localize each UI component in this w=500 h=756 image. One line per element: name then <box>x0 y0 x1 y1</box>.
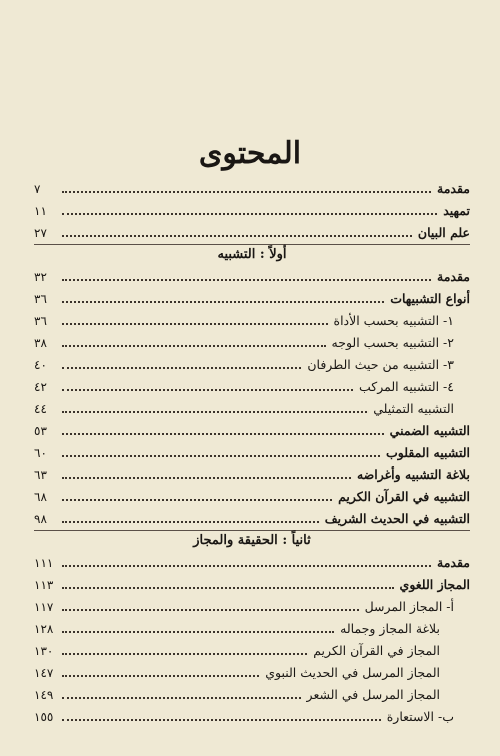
toc-entry <box>34 704 470 726</box>
toc-entry <box>34 594 470 616</box>
toc-entry-page: ٧ <box>34 182 41 196</box>
toc-entry-label: مقدمة <box>437 269 470 284</box>
toc-entry-label: ٣- التشبيه من حيث الطرفان <box>307 357 454 372</box>
toc-entry <box>34 330 470 352</box>
toc-entry <box>34 572 470 594</box>
toc-entry-label: أنواع التشبيهات <box>390 291 470 306</box>
toc-entry-page: ٣٢ <box>34 270 47 284</box>
dot-leader <box>62 344 326 347</box>
toc-entry <box>34 220 470 242</box>
dot-leader <box>62 432 384 435</box>
toc-entry-page: ١١٣ <box>34 578 54 592</box>
dot-leader <box>62 388 353 391</box>
toc-entry <box>34 264 470 286</box>
toc-entry-label: مقدمة <box>437 555 470 570</box>
toc-entry-label: التشبيه الضمني <box>389 423 470 438</box>
toc-entry-page: ٣٦ <box>34 292 47 306</box>
dot-leader <box>62 564 431 567</box>
toc-entry-label: المجاز المرسل في الحديث النبوي <box>265 665 440 680</box>
toc-entry <box>34 374 470 396</box>
toc-entry <box>34 198 470 220</box>
toc-entry-page: ٦٨ <box>34 490 47 504</box>
toc-entry-page: ١٣٠ <box>34 644 54 658</box>
toc-entry <box>34 682 470 704</box>
page-title: المحتوى <box>198 136 302 171</box>
toc-entry-label: أ- المجاز المرسل <box>364 599 454 614</box>
toc-entry-label: مقدمة <box>437 181 470 196</box>
toc-entry-page: ٦٣ <box>34 468 47 482</box>
toc-entry <box>34 462 470 484</box>
toc-entry-page: ١١٧ <box>34 600 54 614</box>
dot-leader <box>62 322 328 325</box>
dot-leader <box>62 234 412 237</box>
dot-leader <box>62 652 307 655</box>
dot-leader <box>62 498 332 501</box>
toc-entry <box>34 484 470 506</box>
toc-entry <box>34 308 470 330</box>
dot-leader <box>62 410 367 413</box>
dot-leader <box>62 696 301 699</box>
toc-entry <box>34 550 470 572</box>
toc-entry <box>34 638 470 660</box>
toc-entry <box>34 616 470 638</box>
toc-entry-page: ٥٣ <box>34 424 47 438</box>
toc-entry-label: ٢- التشبيه بحسب الوجه <box>331 335 454 350</box>
toc-entry <box>34 418 470 440</box>
dot-leader <box>62 520 319 523</box>
dot-leader <box>62 476 351 479</box>
toc-entry-label: ب- الاستعارة <box>386 709 454 724</box>
dot-leader <box>62 586 394 589</box>
dot-leader <box>62 454 380 457</box>
section-heading: ثانياً : الحقيقة والمجاز <box>193 533 311 548</box>
dot-leader <box>62 278 431 281</box>
section-rule <box>34 530 470 531</box>
toc-entry-page: ٣٨ <box>34 336 47 350</box>
toc-entry-label: المجاز اللغوي <box>399 577 470 592</box>
toc-entry-page: ٩٨ <box>34 512 47 526</box>
dot-leader <box>62 608 359 611</box>
toc-entry-label: ١- التشبيه بحسب الأداة <box>333 313 454 328</box>
toc-entry-label: ٤- التشبيه المركب <box>359 379 454 394</box>
toc-entry-label: التشبيه في الحديث الشريف <box>324 511 470 526</box>
dot-leader <box>62 718 381 721</box>
toc-entry-page: ٤٤ <box>34 402 47 416</box>
toc-entry-page: ٦٠ <box>34 446 47 460</box>
dot-leader <box>62 300 384 303</box>
section-rule <box>34 244 470 245</box>
dot-leader <box>62 190 431 193</box>
toc-entry <box>34 440 470 462</box>
dot-leader <box>62 630 334 633</box>
toc-entry-page: ١١١ <box>34 556 54 570</box>
toc-entry <box>34 352 470 374</box>
section-heading: أولاً : التشبيه <box>217 247 287 262</box>
dot-leader <box>62 366 301 369</box>
toc-entry-label: المجاز المرسل في الشعر <box>306 687 440 702</box>
toc-entry-label: بلاغة المجاز وجماله <box>340 621 440 636</box>
toc-entry-page: ٣٦ <box>34 314 47 328</box>
toc-entry-label: تمهيد <box>443 203 470 218</box>
toc-entry-page: ١٢٨ <box>34 622 54 636</box>
toc-entry <box>34 506 470 528</box>
toc-entry-label: التشبيه في القرآن الكريم <box>338 489 470 504</box>
toc-entry <box>34 396 470 418</box>
toc-entry-page: ٢٧ <box>34 226 47 240</box>
toc-entry-label: التشبيه المقلوب <box>386 445 470 460</box>
toc-entry-page: ٤٠ <box>34 358 47 372</box>
toc-entry-page: ١٥٥ <box>34 710 54 724</box>
toc-entry-label: بلاغة التشبيه وأغراضه <box>356 467 470 482</box>
toc-entry-page: ٤٢ <box>34 380 47 394</box>
toc-entry <box>34 286 470 308</box>
toc-entry-page: ١١ <box>34 204 47 218</box>
toc-entry-label: علم البيان <box>417 225 470 240</box>
toc-entry <box>34 176 470 198</box>
dot-leader <box>62 212 437 215</box>
toc-entry-label: المجاز في القرآن الكريم <box>313 643 440 658</box>
toc-entry-label: التشبيه التمثيلي <box>373 401 454 416</box>
toc-entry <box>34 660 470 682</box>
toc-entry-page: ١٤٩ <box>34 688 54 702</box>
toc-entry-page: ١٤٧ <box>34 666 54 680</box>
dot-leader <box>62 674 259 677</box>
